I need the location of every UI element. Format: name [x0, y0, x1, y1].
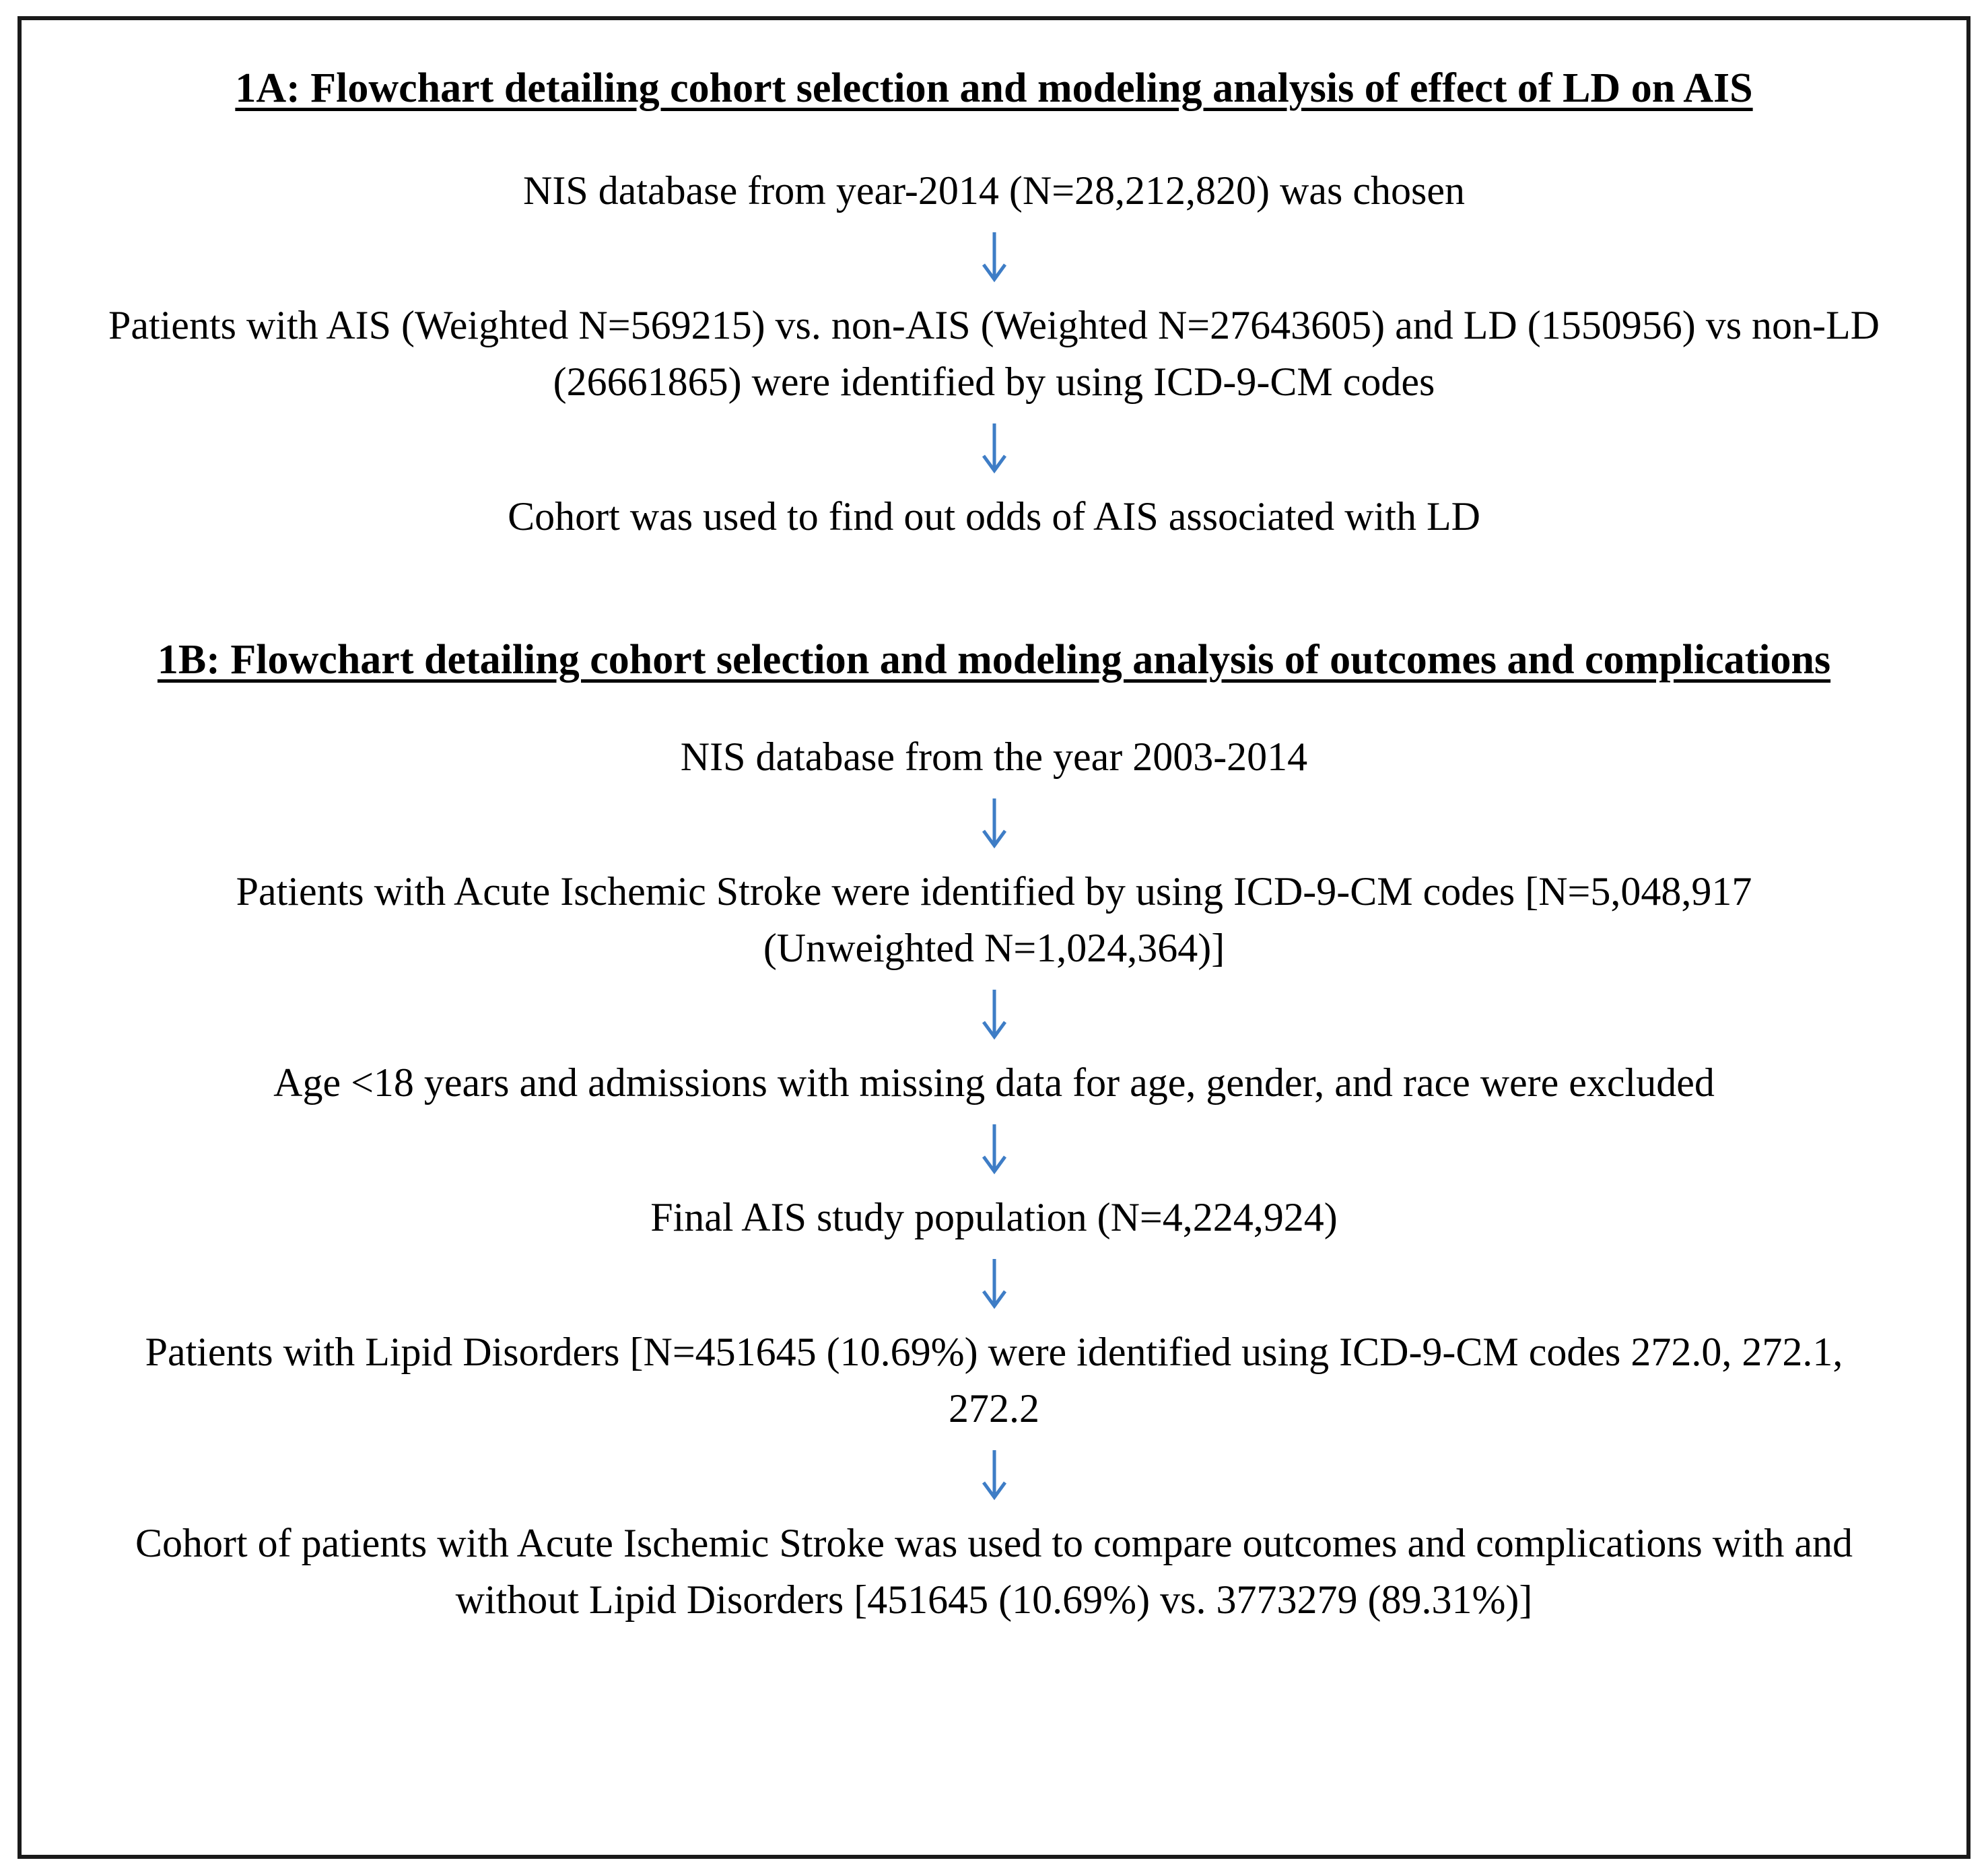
down-arrow-icon: [980, 1256, 1009, 1313]
flow-step-a1: NIS database from year-2014 (N=28,212,820) was chosen: [523, 168, 1465, 213]
flow-step-b5: Patients with Lipid Disorders [N=451645 (10.69%) were identified using ICD-9-CM codes 272.0, 272.1, 272.2: [145, 1329, 1843, 1431]
down-arrow-icon: [980, 1447, 1009, 1504]
section-1b-title: 1B: Flowchart detailing cohort selection and modeling analysis of outcomes and complications: [157, 636, 1831, 683]
flow-step-a3: Cohort was used to find out odds of AIS associated with LD: [508, 493, 1480, 539]
flow-step-b2: Patients with Acute Ischemic Stroke were identified by using ICD-9-CM codes [N=5,048,917 (Unweighted N=1,024,364)]: [236, 868, 1752, 970]
down-arrow-icon: [980, 987, 1009, 1044]
flowchart-frame: [18, 16, 1970, 1859]
flow-step-b3: Age <18 years and admissions with missing data for age, gender, and race were excluded: [273, 1060, 1715, 1105]
down-arrow-icon: [980, 796, 1009, 852]
flow-step-b4: Final AIS study population (N=4,224,924): [650, 1194, 1338, 1239]
flow-step-b1: NIS database from the year 2003-2014: [680, 734, 1308, 779]
section-1a-title: 1A: Flowchart detailing cohort selection and modeling analysis of effect of LD on AIS: [235, 65, 1753, 111]
section-1b: [69, 545, 1919, 1628]
flow-step-b6: Cohort of patients with Acute Ischemic Stroke was used to compare outcomes and complications with and without Lipid Disorders [451645 (10.69%) vs. 3773279 (89.31%)]: [135, 1520, 1853, 1622]
down-arrow-icon: [980, 1122, 1009, 1178]
down-arrow-icon: [980, 421, 1009, 477]
section-1a: [69, 59, 1919, 545]
flow-step-a2: Patients with AIS (Weighted N=569215) vs. non-AIS (Weighted N=27643605) and LD (1550956) vs non-LD (26661865) were identified by using ICD-9-CM codes: [108, 302, 1880, 404]
down-arrow-icon: [980, 230, 1009, 286]
